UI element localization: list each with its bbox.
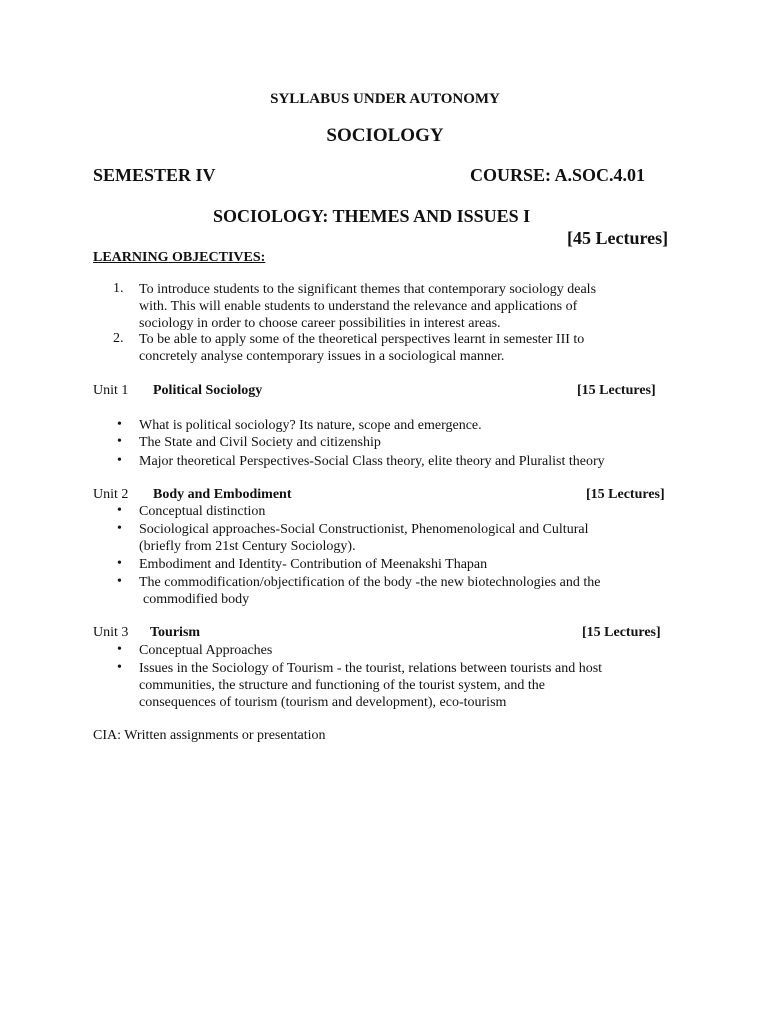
bullet-text: The State and Civil Society and citizenship (139, 435, 381, 450)
unit-number: Unit 1 (93, 383, 129, 398)
bullet-icon: • (117, 453, 122, 468)
objective-text: To introduce students to the significant themes that contemporary sociology deals (139, 282, 597, 297)
bullet-icon: • (117, 574, 122, 589)
bullet-icon: • (117, 642, 122, 657)
objectives-heading: LEARNING OBJECTIVES: (93, 250, 266, 265)
bullet-icon: • (117, 556, 122, 571)
bullet-text: Issues in the Sociology of Tourism - the tourist, relations between tourists and host (139, 661, 603, 676)
bullet-icon: • (117, 417, 122, 432)
bullet-text: consequences of tourism (tourism and development), eco-tourism (139, 695, 507, 710)
bullet-text: What is political sociology? Its nature, scope and emergence. (139, 418, 482, 433)
bullet-text: Major theoretical Perspectives-Social Class theory, elite theory and Pluralist theory (139, 454, 605, 469)
bullet-text: (briefly from 21st Century Sociology). (139, 539, 356, 554)
unit-lectures: [15 Lectures] (586, 487, 665, 502)
bullet-text: communities, the structure and functioning of the tourist system, and the (139, 678, 545, 693)
bullet-text: Sociological approaches-Social Constructionist, Phenomenological and Cultural (139, 522, 589, 537)
course-code: COURSE: A.SOC.4.01 (470, 165, 646, 185)
course-title: SOCIOLOGY: THEMES AND ISSUES I (213, 206, 531, 226)
unit-title: Body and Embodiment (153, 487, 292, 502)
objective-text: sociology in order to choose career possibilities in interest areas. (139, 316, 501, 331)
unit-number: Unit 3 (93, 625, 129, 640)
unit-number: Unit 2 (93, 487, 129, 502)
bullet-icon: • (117, 521, 122, 536)
objective-number: 1. (113, 281, 124, 296)
cia-note: CIA: Written assignments or presentation (93, 728, 326, 743)
bullet-text: Conceptual distinction (139, 504, 266, 519)
unit-lectures: [15 Lectures] (577, 383, 656, 398)
bullet-text: Conceptual Approaches (139, 643, 273, 658)
unit-title: Political Sociology (153, 383, 263, 398)
semester-label: SEMESTER IV (93, 165, 216, 185)
unit-lectures: [15 Lectures] (582, 625, 661, 640)
bullet-text: commodified body (143, 592, 250, 607)
subject-title: SOCIOLOGY (326, 125, 444, 146)
total-lectures: [45 Lectures] (567, 228, 669, 248)
objective-number: 2. (113, 331, 124, 346)
objective-text: with. This will enable students to understand the relevance and applications of (139, 299, 578, 314)
document-header-title: SYLLABUS UNDER AUTONOMY (270, 91, 500, 107)
bullet-text: The commodification/objectification of the body -the new biotechnologies and the (139, 575, 601, 590)
bullet-icon: • (117, 434, 122, 449)
bullet-text: Embodiment and Identity- Contribution of Meenakshi Thapan (139, 557, 488, 572)
objective-text: To be able to apply some of the theoretical perspectives learnt in semester III to (139, 332, 585, 347)
bullet-icon: • (117, 503, 122, 518)
objective-text: concretely analyse contemporary issues in a sociological manner. (139, 349, 505, 364)
bullet-icon: • (117, 660, 122, 675)
unit-title: Tourism (150, 625, 201, 640)
